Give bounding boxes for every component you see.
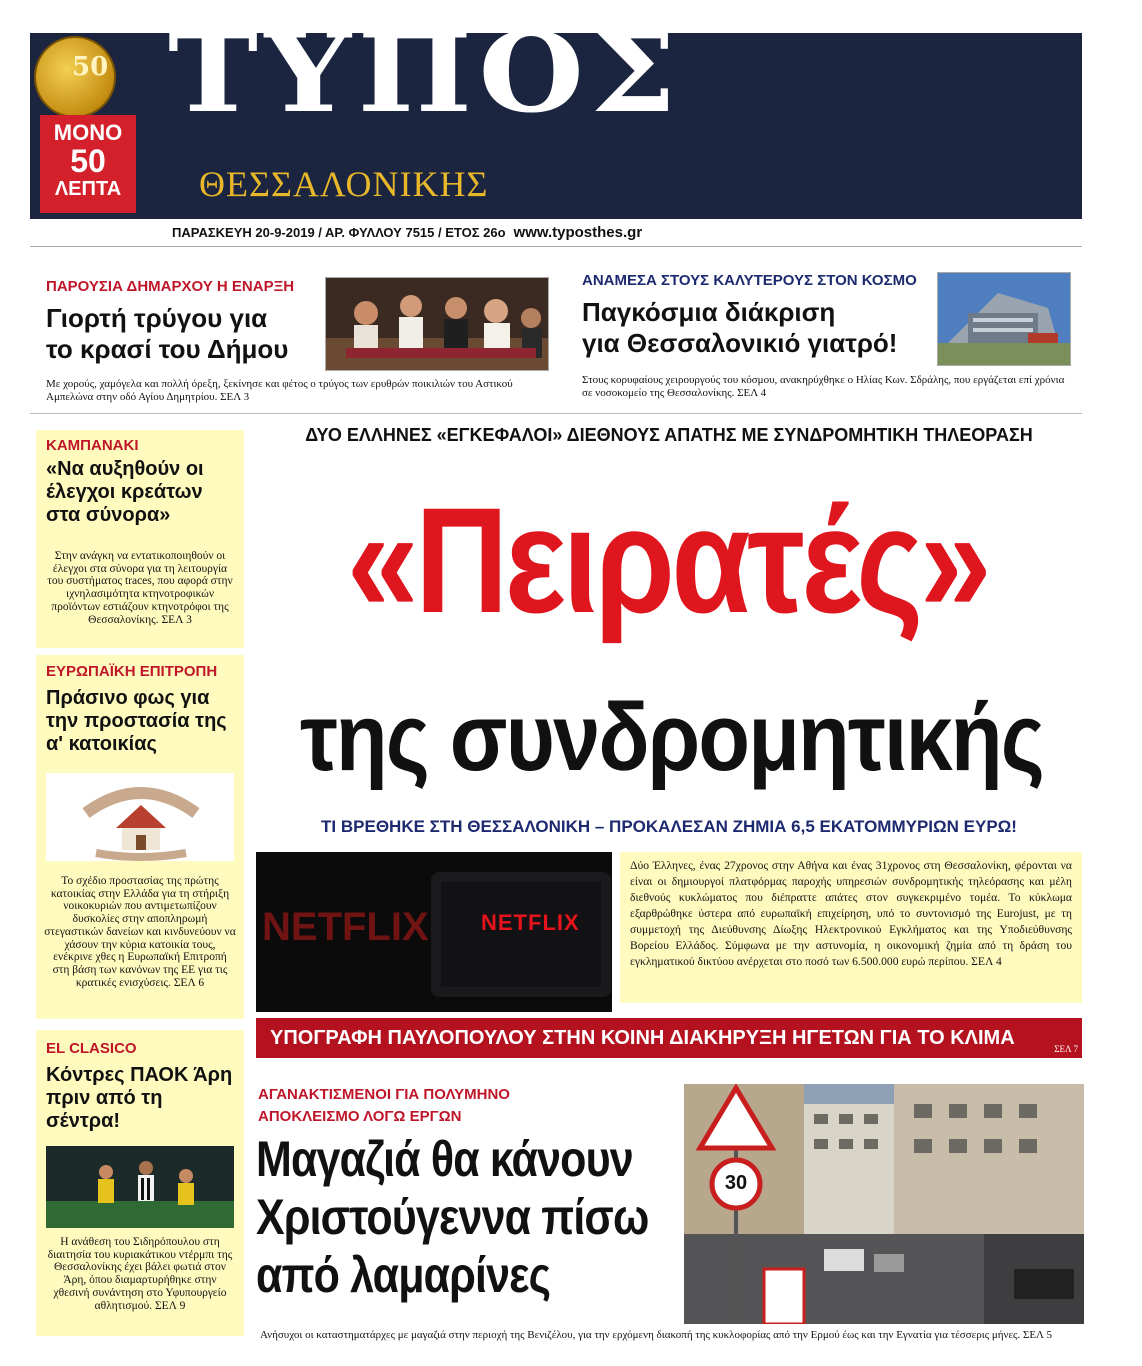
top-right-kicker: ΑΝΑΜΕΣΑ ΣΤΟΥΣ ΚΑΛΥΤΕΡΟΥΣ ΣΤΟΝ ΚΟΣΜΟ [582,272,917,289]
divider [30,413,1082,414]
divider [30,246,1082,247]
price-line1: ΜΟΝΟ [53,120,123,145]
football-photo [46,1146,234,1228]
speed-sign-value: 30 [724,1172,748,1194]
website-link[interactable]: www.typosthes.gr [513,224,643,241]
bottom-kicker [258,1084,510,1128]
football-match-image [46,1146,234,1228]
masthead-subtitle: ΘΕΣΣΑΛΟΝΙΚΗΣ [199,164,489,204]
sidebar-text: Στην ανάγκη να εντατικοποιηθούν οι έλεγχοι στα σύνορα για τη λειτουργία του συστήματος traces, που αφορά στην ιχνηλασιμότητα κτηνοτροφικών προϊόντων εστιάζουν κτηνοτρόφοι της Θεσσαλονίκης. ΣΕΛ 3 [47,550,233,626]
bottom-caption: Ανήσυχοι οι καταστηματάρχες με μαγαζιά στην περιοχή της Βενιζέλου, για την ερχόμενη διακοπή της κυκλοφορίας από την Ερμού έως και την Εγνατία για τέσσερις μήνες. ΣΕΛ 5 [260,1329,1052,1341]
headline-line: Χριστούγεννα πίσω [256,1189,649,1245]
sidebar-text: Το σχέδιο προστασίας της πρώτης κατοικίας στην Ελλάδα για τη στήριξη νοικοκυριών που αντιμετωπίζουν δυσκολίες στην αποπληρωμή στεγαστικών δανείων και κινδυνεύουν να χάσουν την κύρια κατοικία τους, ενέκρινε χθες η Ευρωπαϊκή Επιτροπή στη βάση των κανόνων της ΕΕ για τις κρατικές ενισχύσεις. ΣΕΛ 6 [44,875,236,989]
masthead-title: ΤΥΠΟΣ [168,8,683,137]
hospital-building-image [938,273,1070,365]
top-left-headline [46,303,316,365]
main-text: Δύο Έλληνες, ένας 27χρονος στην Αθήνα και ένας 31χρονος στη Θεσσαλονίκη, φέρονται να είναι οι δημιουργοί πλατφόρμας παροχής υπηρεσιών συνδρομητικής τηλεόρασης και μέλη διεθνούς κυκλώματος που διέπραττε απάτες στον συγκεκριμένο τομέα. Το κύκλωμα εξαρθρώθηκε ύστερα από ευρωπαϊκή επιχείρηση, υπό το συντονισμό της Eurojust, με τη συμμετοχή της Διεύθυνσης Δίωξης Ηλεκτρονικού Εγκλήματος και της Υποδιεύθυνσης Βορείου Ελλάδος. Σύμφωνα με την αστυνομία, η οικονομική ζημία από τη δράση του εγκληματικού δικτύου ανέρχεται στο ποσό των 6.500.000 ευρώ περίπου. ΣΕΛ 4 [630,859,1072,968]
main-text-box [620,852,1082,1003]
sidebar-headline: Πράσινο φως για την προστασία της α' κατοικίας [46,687,227,755]
main-kicker: ΔΥΟ ΕΛΛΗΝΕΣ «ΕΓΚΕΦΑΛΟΙ» ΔΙΕΘΝΟΥΣ ΑΠΑΤΗΣ ΜΕ ΣΥΝΔΡΟΜΗΤΙΚΗ ΤΗΛΕΟΡΑΣΗ [305,425,1033,445]
sidebar-headline: «Να αυξηθούν οι έλεγχοι κρεάτων στα σύνορα» [46,458,204,526]
headline-line: από λαμαρίνες [256,1247,551,1303]
issue-info: ΠΑΡΑΣΚΕΥΗ 20-9-2019 / ΑΡ. ΦΥΛΛΟΥ 7515 / ΕΤΟΣ 26ο [172,225,506,240]
grape-harvest-image [326,278,548,370]
kicker-line: ΑΓΑΝΑΚΤΙΣΜΕΝΟΙ ΓΙΑ ΠΟΛΥΜΗΝΟ [258,1086,510,1103]
dateline [172,224,642,241]
main-headline-black: της συνδρομητικής [300,684,1044,791]
hospital-photo [937,272,1071,366]
top-right-text: Στους κορυφαίους χειρουργούς του κόσμου, ανακηρύχθηκε ο Ηλίας Κων. Σδράλης, που εργάζεται επί χρόνια σε νοσοκομείο της Θεσσαλονίκης. ΣΕΛ 4 [582,374,1065,399]
price-line3: ΛΕΠΤΑ [54,178,122,200]
sidebar-story-1 [36,430,244,648]
main-subkicker: ΤΙ ΒΡΕΘΗΚΕ ΣΤΗ ΘΕΣΣΑΛΟΝΙΚΗ – ΠΡΟΚΑΛΕΣΑΝ ΖΗΜΙΑ 6,5 ΕΚΑΤΟΜΜΥΡΙΩΝ ΕΥΡΩ! [321,817,1017,836]
main-headline-red: «Πειρατές» [346,476,989,644]
sidebar-text: Η ανάθεση του Σιδηρόπουλου στη διαιτησία του κυριακάτικου ντέρμπι της Θεσσαλονίκης έχει βάλει φωτιά στον Άρη, όπου διαμαρτυρήθηκε στην χθεσινή συνάντηση στο Υφυπουργείο αθλητισμού. ΣΕΛ 9 [47,1236,233,1312]
street-works-image [684,1084,1084,1324]
climate-banner [256,1018,1082,1058]
coin-value: 50 [72,52,109,82]
bottom-headline [256,1130,648,1304]
sidebar-kicker: ΕΥΡΩΠΑΪΚΗ ΕΠΙΤΡΟΠΗ [46,663,218,680]
headline-line: Γιορτή τρύγου για [46,303,268,333]
sidebar-story-3 [36,1030,244,1336]
headline-line: Παγκόσμια διάκριση [582,297,836,327]
headline-line: για Θεσσαλονικιό γιατρό! [582,328,898,358]
sidebar-headline: Κόντρες ΠΑΟΚ Άρη πριν από τη σέντρα! [46,1064,233,1132]
banner-page: ΣΕΛ 7 [1054,1044,1078,1054]
price-line2: 50 [70,143,106,179]
street-photo [684,1084,1084,1324]
top-left-text: Με χορούς, χαμόγελα και πολλή όρεξη, ξεκίνησε και φέτος ο τρύγος των ερυθρών ποικιλιών του Αστικού Αμπελώνα στην οδό Αγίου Δημητρίου. ΣΕΛ 3 [46,378,513,403]
sidebar-kicker: EL CLASICO [46,1040,137,1057]
headline-line: το κρασί του Δήμου [46,334,289,364]
top-left-kicker: ΠΑΡΟΥΣΙΑ ΔΗΜΑΡΧΟΥ Η ΕΝΑΡΞΗ [46,278,295,295]
sidebar-story-2 [36,655,244,1019]
banner-text: ΥΠΟΓΡΑΦΗ ΠΑΥΛΟΠΟΥΛΟΥ ΣΤΗΝ ΚΟΙΝΗ ΔΙΑΚΗΡΥΞΗ ΗΓΕΤΩΝ ΓΙΑ ΤΟ ΚΛΙΜΑ [270,1027,1015,1049]
kicker-line: ΑΠΟΚΛΕΙΣΜΟ ΛΟΓΩ ΕΡΓΩΝ [258,1108,462,1125]
house-in-hands-image [46,773,234,861]
house-photo [46,773,234,861]
top-right-headline [582,297,932,359]
headline-line: Μαγαζιά θα κάνουν [256,1131,633,1187]
netflix-photo [256,852,612,1012]
price-badge [40,115,136,213]
sidebar-kicker: ΚΑΜΠΑΝΑΚΙ [46,437,139,454]
netflix-logo: NETFLIX [481,910,580,935]
coin-icon [34,36,116,118]
svg-text:NETFLIX: NETFLIX [262,905,429,949]
grape-harvest-photo [325,277,549,371]
